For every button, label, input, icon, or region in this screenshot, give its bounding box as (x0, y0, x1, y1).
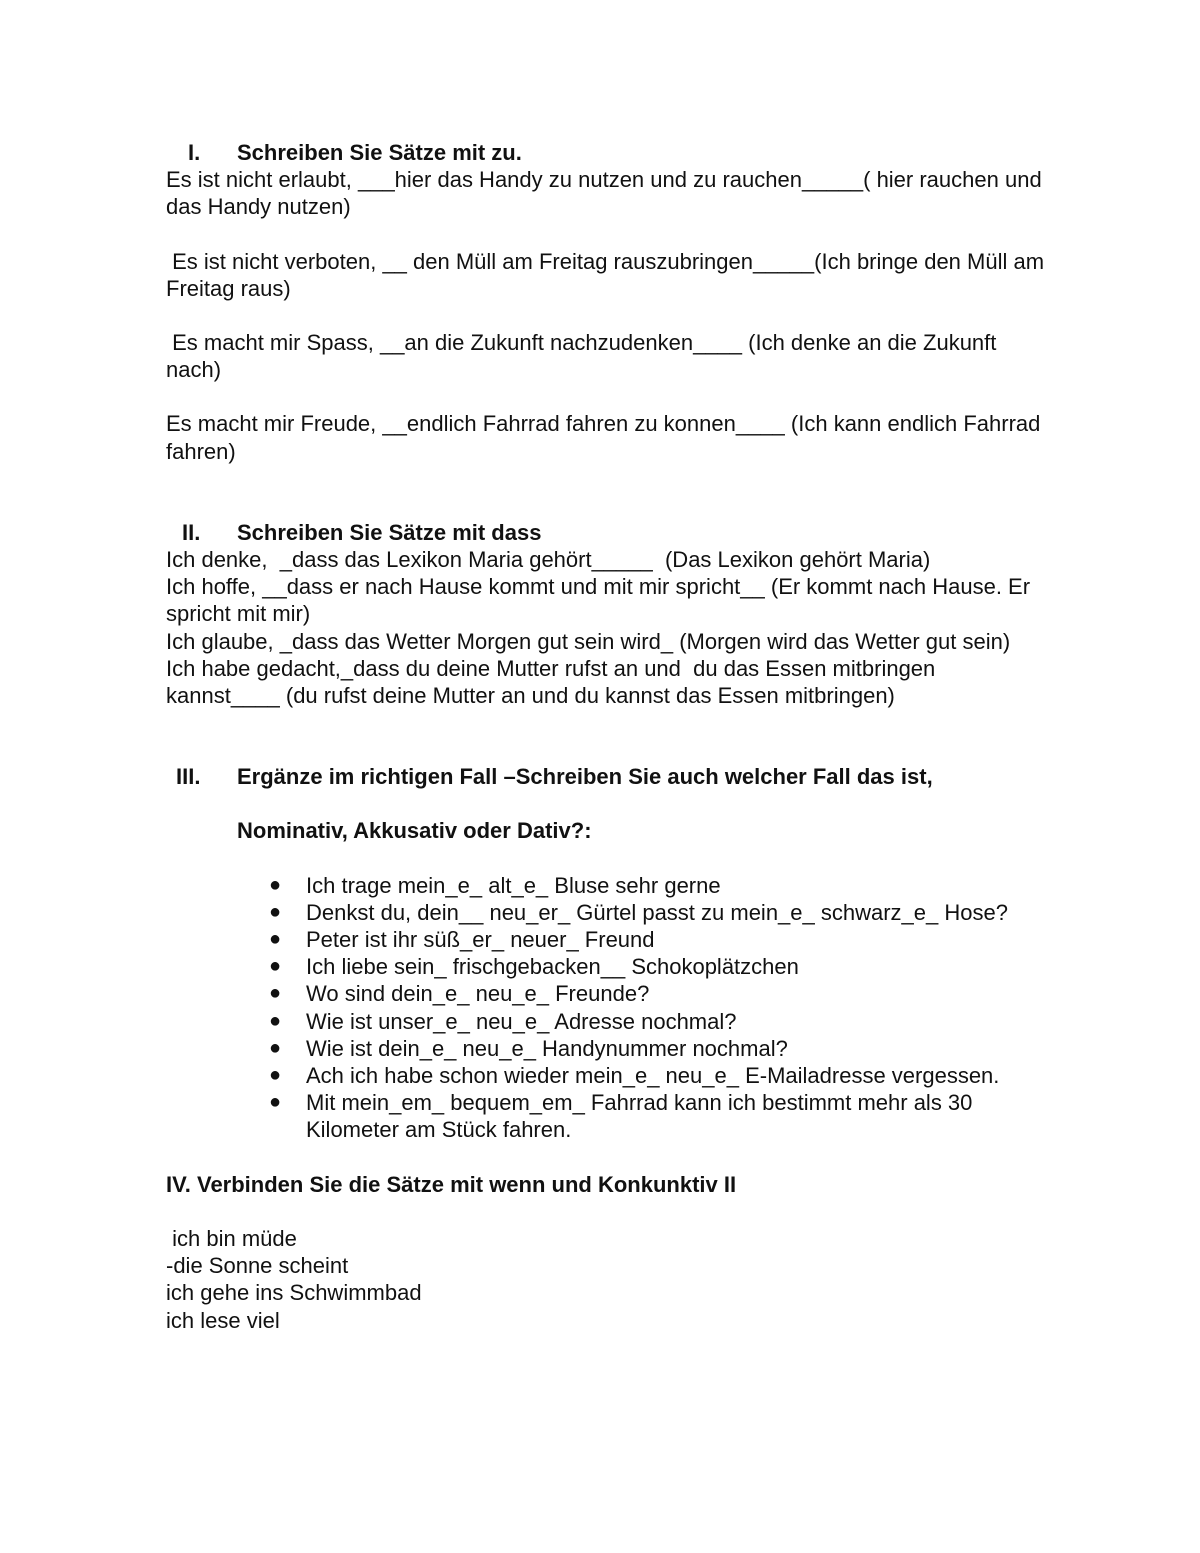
bullet-icon: ● (269, 928, 282, 951)
bullet-icon: ● (269, 955, 282, 978)
list-item: ● Mit mein_em_ bequem_em_ Fahrrad kann ich bestimmt mehr als 30 Kilometer am Stück fahren. (269, 1090, 973, 1143)
bullet-icon: ● (269, 982, 282, 1005)
section-1-number: I. (188, 140, 201, 165)
section-3-list (166, 872, 1046, 1144)
list-item: ● Wo sind dein_e_ neu_e_ Freunde? (269, 981, 650, 1007)
worksheet (166, 139, 1051, 1334)
bullet-icon: ● (269, 1091, 282, 1114)
bullet-icon: ● (269, 1036, 282, 1059)
list-item: ● Ich liebe sein_ frischgebacken__ Schokoplätzchen (269, 954, 799, 980)
section-3-title: Ergänze im richtigen Fall –Schreiben Sie auch welcher Fall das ist, (237, 764, 933, 790)
section-1-heading (166, 139, 1046, 166)
section-4-line: -die Sonne scheint (166, 1253, 349, 1279)
list-item: ● Denkst du, dein__ neu_er_ Gürtel passt zu mein_e_ schwarz_e_ Hose? (269, 899, 1008, 925)
section-2-item: Ich glaube, _dass das Wetter Morgen gut sein wird_ (Morgen wird das Wetter gut sein) (166, 628, 1011, 654)
section-2-title: Schreiben Sie Sätze mit dass (237, 519, 542, 545)
list-item: ● Wie ist unser_e_ neu_e_ Adresse nochmal? (269, 1008, 737, 1034)
list-item: ● Ich trage mein_e_ alt_e_ Bluse sehr gerne (269, 872, 721, 898)
list-item: ● Peter ist ihr süß_er_ neuer_ Freund (269, 927, 655, 953)
list-item: ● Ach ich habe schon wieder mein_e_ neu_e_ E-Mailadresse vergessen. (269, 1063, 1000, 1089)
section-4-line: ich lese viel (166, 1307, 280, 1333)
section-3-number: III. (176, 764, 201, 790)
section-4-line: ich gehe ins Schwimmbad (166, 1280, 422, 1306)
section-4-heading: IV. Verbinden Sie die Sätze mit wenn und Konkunktiv II (166, 1171, 737, 1197)
bullet-icon: ● (269, 1009, 282, 1032)
section-2-item: Ich hoffe, __dass er nach Hause kommt und mit mir spricht__ (Er kommt nach Hause. Er spricht mit mir) (166, 574, 1037, 627)
section-3-heading (166, 763, 1046, 790)
bullet-icon: ● (269, 1064, 282, 1087)
list-item: ● Wie ist dein_e_ neu_e_ Handynummer nochmal? (269, 1035, 788, 1061)
section-1-title: Schreiben Sie Sätze mit zu. (237, 140, 522, 165)
section-2-number: II. (182, 519, 201, 545)
section-1-item: Es macht mir Spass, __an die Zukunft nachzudenken____ (Ich denke an die Zukunft nach) (166, 330, 1003, 383)
section-1-item: Es ist nicht erlaubt, ___hier das Handy zu nutzen und zu rauchen_____( hier rauchen und das Handy nutzen) (166, 167, 1048, 220)
section-2-heading (166, 519, 1046, 546)
section-4-line: ich bin müde (166, 1225, 297, 1251)
bullet-icon: ● (269, 900, 282, 923)
section-1-item: Es macht mir Freude, __endlich Fahrrad fahren zu konnen____ (Ich kann endlich Fahrrad fahren) (166, 411, 1047, 464)
section-3-subtitle: Nominativ, Akkusativ oder Dativ?: (237, 818, 592, 844)
section-1-item: Es ist nicht verboten, __ den Müll am Freitag rauszubringen_____(Ich bringe den Müll am Freitag raus) (166, 248, 1051, 301)
section-2-item: Ich habe gedacht,_dass du deine Mutter rufst an und du das Essen mitbringen kannst____ (du rufst deine Mutter an und du kannst das Essen mitbringen) (166, 655, 942, 709)
section-2-item: Ich denke, _dass das Lexikon Maria gehört_____ (Das Lexikon gehört Maria) (166, 547, 931, 573)
bullet-icon: ● (269, 873, 282, 896)
